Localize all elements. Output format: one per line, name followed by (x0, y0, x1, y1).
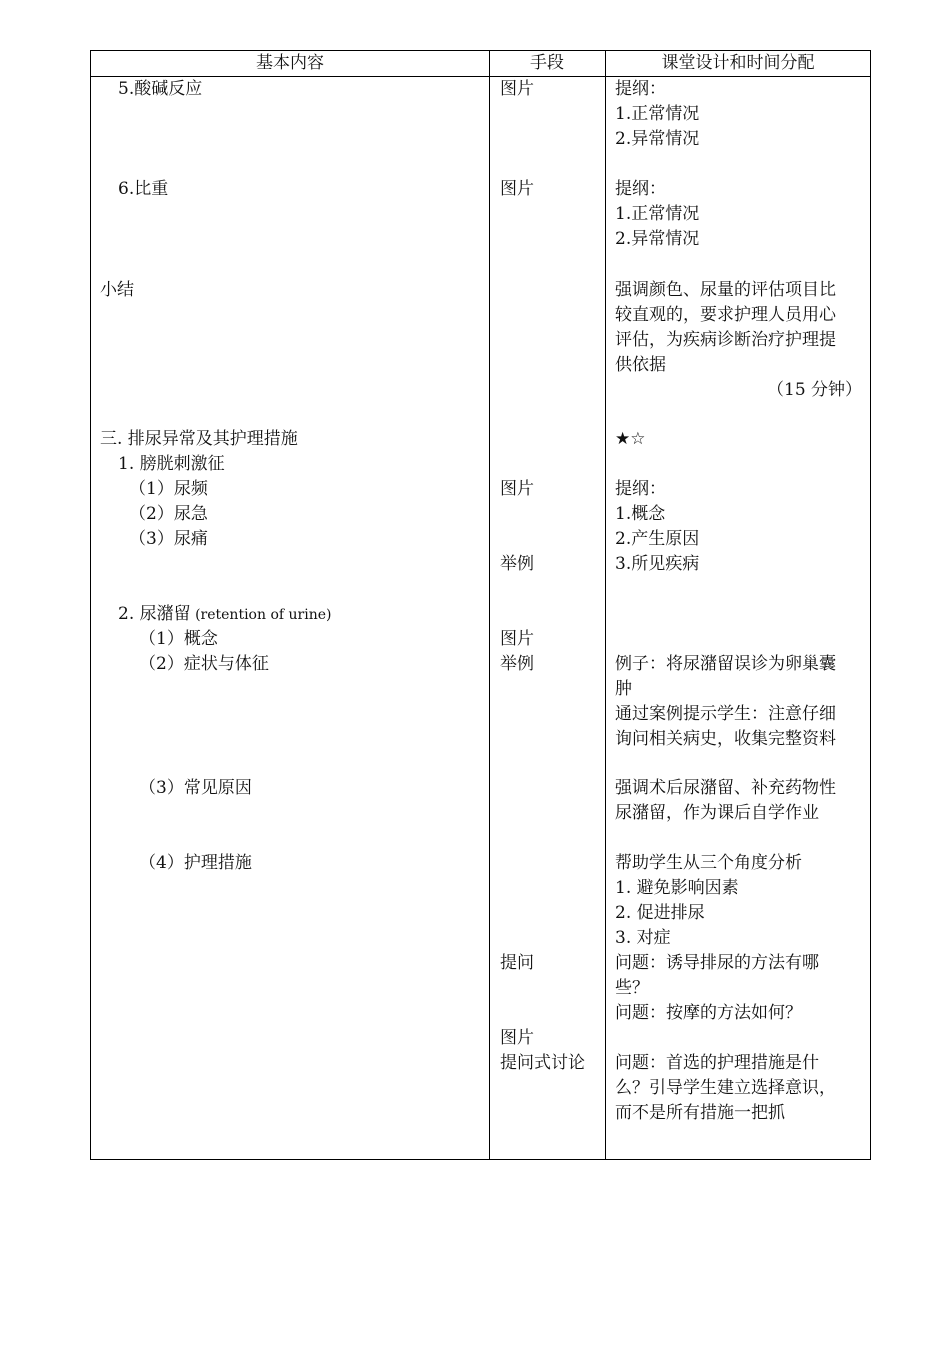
header-design: 课堂设计和时间分配 (661, 53, 815, 73)
design-text: 些？ (615, 978, 649, 998)
design-text: 评估，为疾病诊断治疗护理提 (615, 330, 836, 350)
design-text: 强调术后尿潴留、补充药物性 (615, 778, 836, 798)
design-text: 肿 (615, 679, 632, 699)
design-text: 强调颜色、尿量的评估项目比 (615, 280, 836, 300)
design-text: 例子：将尿潴留误诊为卵巢囊 (615, 654, 836, 674)
design-text: 1.正常情况 (615, 204, 700, 224)
subsection-english: (retention of urine) (190, 607, 332, 623)
time-allocation: （15 分钟） (767, 380, 863, 400)
design-text: 问题：按摩的方法如何？ (615, 1003, 802, 1023)
item-ph: 5.酸碱反应 (118, 79, 203, 99)
design-text: 2. 促进排尿 (615, 903, 705, 923)
item-summary: 小结 (100, 280, 134, 300)
list-item: （1）概念 (139, 629, 218, 649)
design-text: 1. 避免影响因素 (615, 878, 739, 898)
design-text: 帮助学生从三个角度分析 (615, 853, 802, 873)
method-label: 图片 (500, 79, 534, 99)
method-label: 图片 (500, 179, 534, 199)
design-text: 1.概念 (615, 504, 666, 524)
design-text: 询问相关病史，收集完整资料 (615, 729, 836, 749)
design-text: 3.所见疾病 (615, 554, 700, 574)
design-text: 供依据 (615, 355, 666, 375)
subsection-title: 2. 尿潴留 (118, 604, 191, 624)
method-label: 图片 (500, 1028, 534, 1048)
star-rating: ★☆ (615, 429, 646, 449)
item-specific-gravity: 6.比重 (118, 179, 169, 199)
list-item: （3）尿痛 (129, 529, 208, 549)
design-text: 较直观的，要求护理人员用心 (615, 305, 836, 325)
section-heading: 三. 排尿异常及其护理措施 (100, 429, 298, 449)
method-label: 提问式讨论 (500, 1053, 585, 1073)
design-text: 提纲： (615, 479, 666, 499)
method-label: 举例 (500, 554, 534, 574)
list-item: （3）常见原因 (139, 778, 252, 798)
design-text: 2.异常情况 (615, 129, 700, 149)
list-item: （2）症状与体征 (139, 654, 269, 674)
header-method: 手段 (530, 53, 564, 73)
design-text: 通过案例提示学生：注意仔细 (615, 704, 836, 724)
design-text: 2.产生原因 (615, 529, 700, 549)
list-item: （2）尿急 (129, 504, 208, 524)
subsection-heading (118, 602, 331, 628)
subsection-heading: 1. 膀胱刺激征 (118, 454, 225, 474)
header-content: 基本内容 (256, 53, 324, 73)
design-text: 而不是所有措施一把抓 (615, 1103, 785, 1123)
method-label: 提问 (500, 953, 534, 973)
design-text: 提纲： (615, 179, 666, 199)
method-label: 举例 (500, 654, 534, 674)
design-text: 1.正常情况 (615, 104, 700, 124)
header-divider (91, 76, 870, 77)
method-label: 图片 (500, 479, 534, 499)
list-item: （1）尿频 (129, 479, 208, 499)
design-text: 提纲： (615, 79, 666, 99)
column-divider (489, 51, 490, 1159)
method-label: 图片 (500, 629, 534, 649)
list-item: （4）护理措施 (139, 853, 252, 873)
design-text: 问题：诱导排尿的方法有哪 (615, 953, 819, 973)
design-text: 尿潴留，作为课后自学作业 (615, 803, 819, 823)
design-text: 问题：首选的护理措施是什 (615, 1053, 819, 1073)
design-text: 2.异常情况 (615, 229, 700, 249)
lesson-plan-table (90, 50, 871, 1160)
design-text: 么？引导学生建立选择意识， (615, 1078, 836, 1098)
column-divider (605, 51, 606, 1159)
design-text: 3. 对症 (615, 928, 671, 948)
